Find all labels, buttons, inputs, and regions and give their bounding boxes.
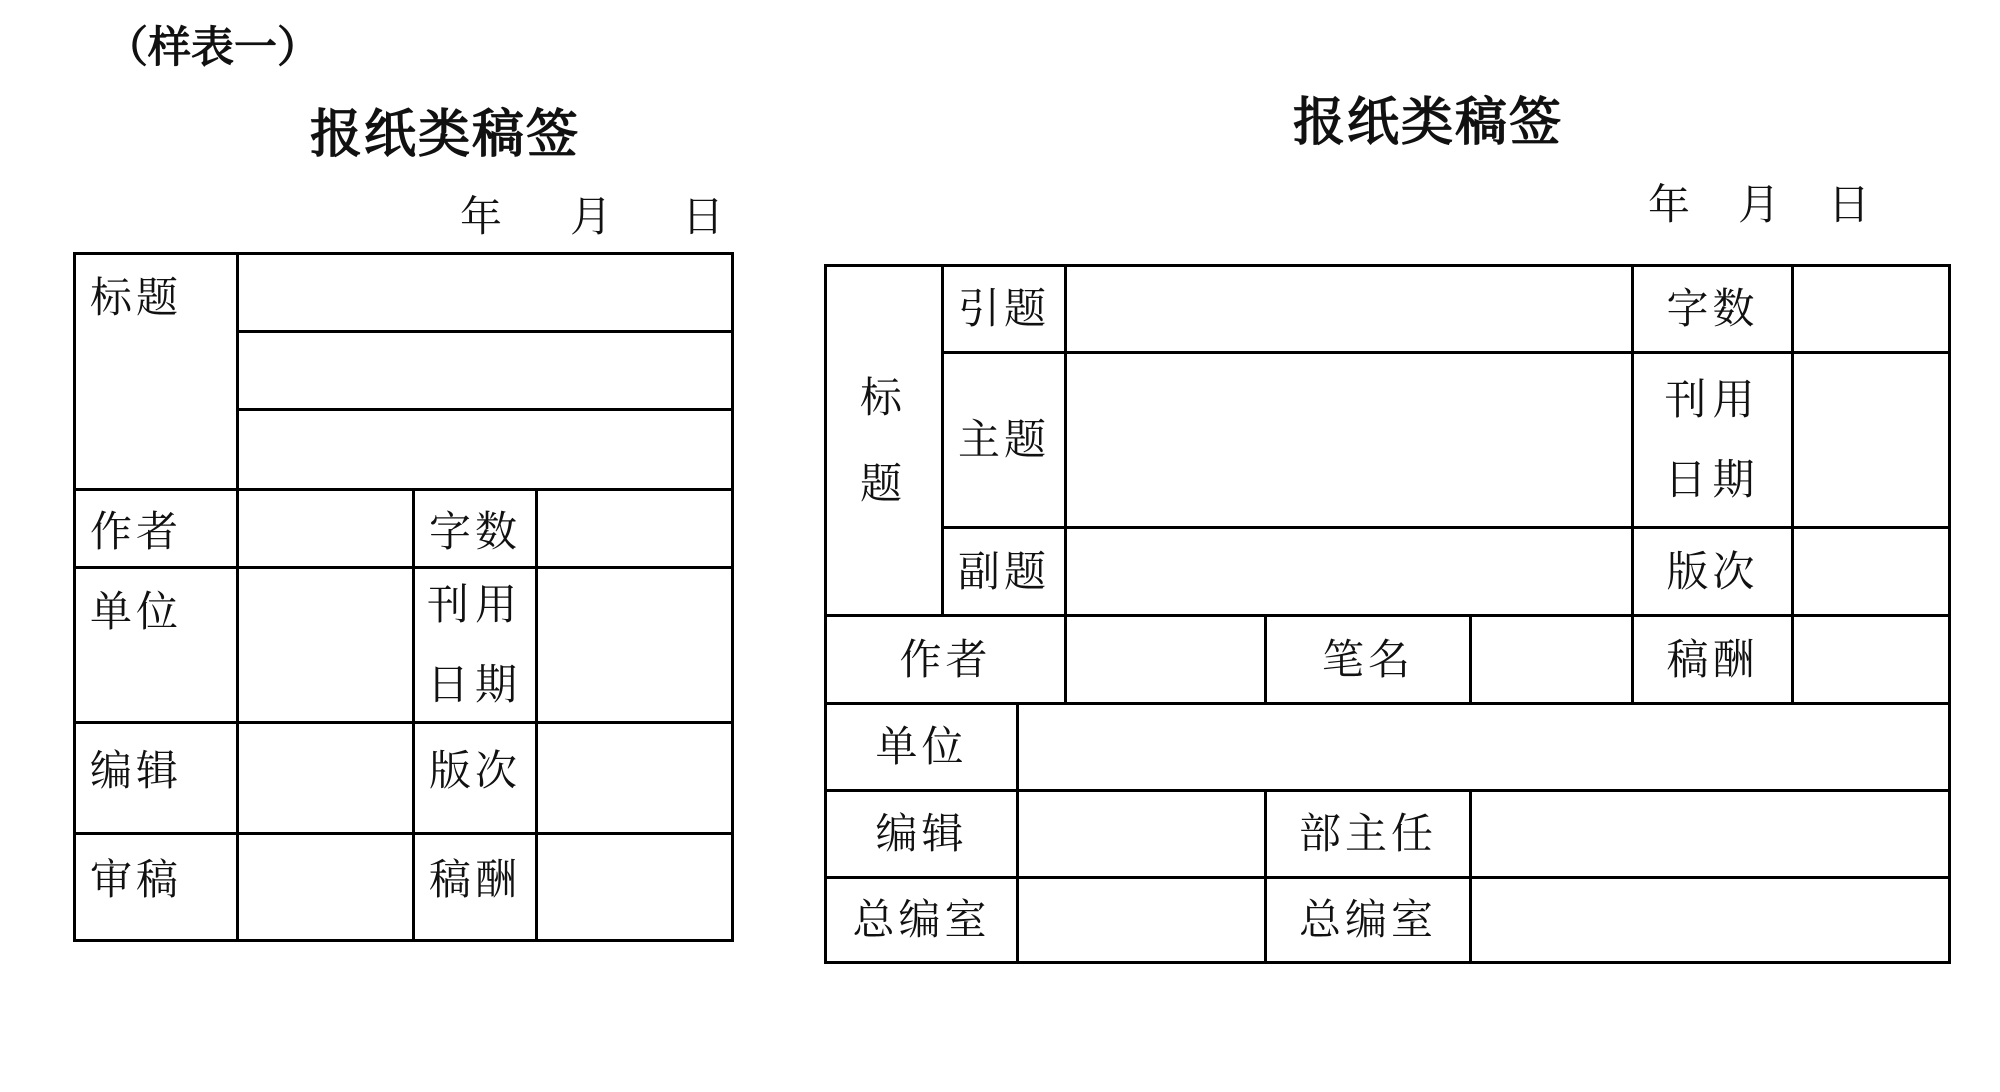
left-word-count-field[interactable] [535,488,734,569]
left-fee-field[interactable] [535,832,734,942]
right-edition-label-cell [1631,526,1794,617]
right-chief-office-field-2[interactable] [1469,876,1951,964]
left-author-label-cell [73,488,239,569]
right-pub-date-label-2: 日期 [1664,455,1761,504]
left-reviewer-label-cell [73,832,239,942]
right-chief-office-label-cell-2 [1264,876,1472,964]
left-pub-date-label-2: 日期 [426,660,523,709]
left-title-label-cell [73,252,239,491]
right-author-field[interactable] [1064,614,1267,705]
left-reviewer-field[interactable] [236,832,415,942]
right-lead-label-cell [941,264,1067,354]
right-unit-label: 单位 [875,722,968,771]
left-editor-field[interactable] [236,721,415,835]
right-editor-label-cell [824,789,1019,879]
right-pub-date-label-cell [1631,351,1794,529]
left-pub-date-field[interactable] [535,566,734,724]
left-word-count-label-cell [412,488,538,569]
left-form-table [73,252,734,942]
right-main-label-cell [941,351,1067,529]
left-form-title: 报纸类稿签 [310,104,581,165]
right-form-table [824,264,1951,964]
left-fee-label: 稿酬 [429,855,522,904]
left-editor-label: 编辑 [90,746,183,795]
left-title-label: 标题 [90,273,183,322]
right-pen-name-label: 笔名 [1321,634,1414,684]
left-pub-date-label-1: 刊用 [426,580,523,629]
right-title-label-2: 题 [859,458,908,508]
right-pen-name-field[interactable] [1469,614,1634,705]
right-date-year: 年 [1648,180,1691,229]
right-sub-label: 副题 [957,546,1050,596]
left-date-day: 日 [682,192,725,241]
right-date-month: 月 [1738,180,1781,229]
right-main-field[interactable] [1064,351,1634,529]
right-edition-label: 版次 [1666,546,1759,596]
left-date-month: 月 [570,192,613,241]
right-fee-label-cell [1631,614,1794,705]
right-lead-field[interactable] [1064,264,1634,354]
left-fee-label-cell [412,832,538,942]
right-unit-label-cell [824,702,1019,792]
left-word-count-label: 字数 [429,507,522,556]
right-chief-office-label-1: 总编室 [852,895,991,944]
right-pen-name-label-cell [1264,614,1472,705]
left-reviewer-label: 审稿 [90,855,183,904]
right-fee-field[interactable] [1791,614,1951,705]
right-word-count-label-cell [1631,264,1794,354]
left-pub-date-label-cell [412,566,538,724]
right-pub-date-field[interactable] [1791,351,1951,529]
right-fee-label: 稿酬 [1666,634,1759,684]
right-chief-office-label-2: 总编室 [1298,895,1437,944]
right-sub-label-cell [941,526,1067,617]
right-chief-office-field-1[interactable] [1016,876,1267,964]
right-word-count-label: 字数 [1666,284,1759,333]
left-pub-date-label [415,580,535,709]
right-author-label-cell [824,614,1067,705]
right-author-label: 作者 [899,634,992,684]
right-date-day: 日 [1828,180,1871,229]
left-unit-label: 单位 [90,587,183,636]
left-author-label: 作者 [90,507,183,556]
right-unit-field[interactable] [1016,702,1951,792]
right-dept-head-field[interactable] [1469,789,1951,879]
left-unit-field[interactable] [236,566,415,724]
right-dept-head-label-cell [1264,789,1472,879]
left-title-line-2[interactable] [236,330,734,411]
left-edition-label-cell [412,721,538,835]
right-editor-field[interactable] [1016,789,1267,879]
right-pub-date-label-1: 刊用 [1664,375,1761,424]
right-sub-field[interactable] [1064,526,1634,617]
right-editor-label: 编辑 [875,809,968,858]
sample-label: （样表一） [105,23,320,73]
right-edition-field[interactable] [1791,526,1951,617]
left-edition-label: 版次 [429,746,522,795]
left-title-line-1[interactable] [236,252,734,333]
right-title-label-1: 标 [859,372,908,422]
left-unit-label-cell [73,566,239,724]
right-title-label [827,372,941,508]
left-title-line-3[interactable] [236,408,734,491]
right-main-label: 主题 [957,415,1050,464]
right-chief-office-label-cell-1 [824,876,1019,964]
right-word-count-field[interactable] [1791,264,1951,354]
left-editor-label-cell [73,721,239,835]
right-form-title: 报纸类稿签 [1293,92,1564,153]
right-lead-label: 引题 [957,284,1050,333]
left-edition-field[interactable] [535,721,734,835]
right-dept-head-label: 部主任 [1298,809,1437,858]
right-title-label-cell [824,264,944,617]
left-date-year: 年 [460,192,503,241]
right-pub-date-label [1634,375,1791,504]
left-author-field[interactable] [236,488,415,569]
